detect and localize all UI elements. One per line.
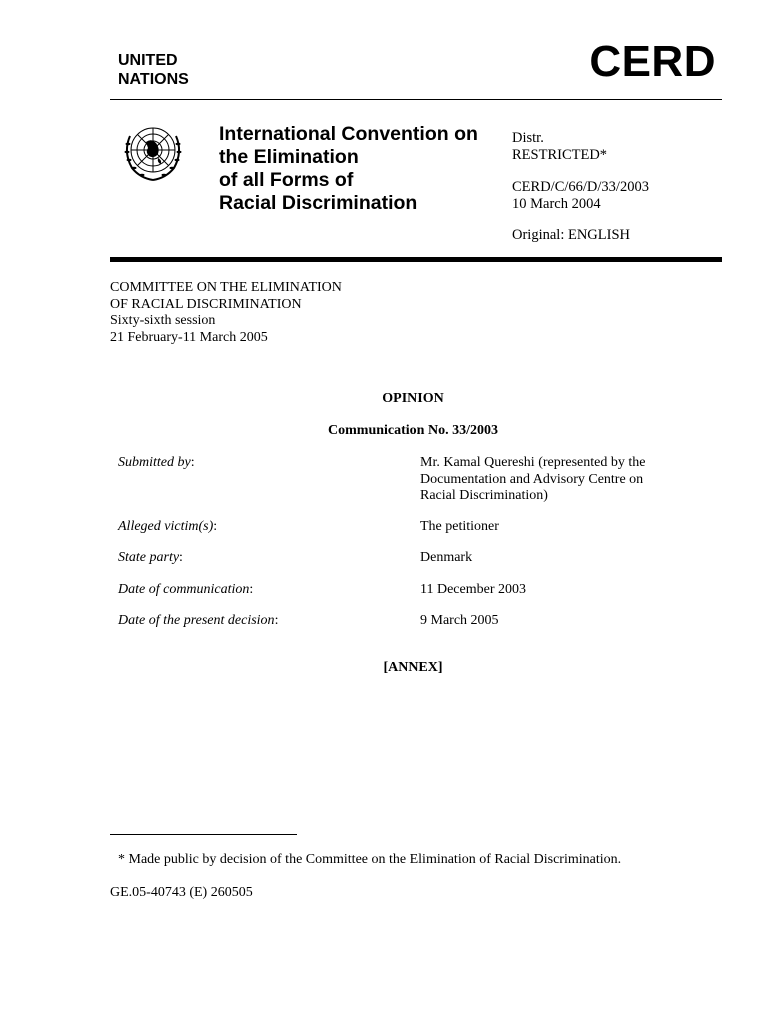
detail-label-text: State party xyxy=(118,550,180,565)
detail-label-text: Alleged victim(s) xyxy=(118,519,214,534)
distribution-restricted: RESTRICTED* xyxy=(512,147,608,163)
detail-label-colon: : xyxy=(190,455,195,470)
detail-value-line: Racial Discrimination) xyxy=(420,488,548,503)
detail-label-date-of-communication xyxy=(118,582,253,599)
org-name-line2: NATIONS xyxy=(118,71,189,88)
detail-label-state-party xyxy=(118,550,183,567)
detail-label-text: Date of the present decision xyxy=(118,613,275,628)
detail-label-colon: : xyxy=(179,550,183,565)
detail-label-text: Submitted by xyxy=(118,455,191,470)
annex-marker: [ANNEX] xyxy=(383,660,443,675)
communication-number: Communication No. 33/2003 xyxy=(328,423,498,438)
detail-value-state-party: Denmark xyxy=(420,550,473,565)
detail-label-colon: : xyxy=(213,519,218,534)
org-name xyxy=(118,51,189,89)
detail-label-text: Date of communication xyxy=(118,582,250,597)
distribution-label: Distr. xyxy=(512,130,544,146)
committee-session: Sixty-sixth session xyxy=(110,313,216,328)
footnote: * Made public by decision of the Committee on the Elimination of Racial Discrimination. xyxy=(118,852,622,867)
detail-label-alleged-victims xyxy=(118,519,217,536)
committee-name-line2: OF RACIAL DISCRIMINATION xyxy=(110,296,302,312)
detail-label-date-of-decision xyxy=(118,613,278,630)
header-divider xyxy=(110,99,722,100)
committee-block xyxy=(110,280,342,346)
org-name-line1: UNITED xyxy=(118,52,178,69)
opinion-heading: OPINION xyxy=(382,391,444,406)
detail-label-colon: : xyxy=(249,582,254,597)
document-symbol-header: CERD xyxy=(589,37,716,86)
convention-title-line1: International Convention on xyxy=(219,123,478,145)
committee-dates: 21 February-11 March 2005 xyxy=(110,329,268,345)
convention-title-line4: Racial Discrimination xyxy=(219,192,418,214)
detail-label-colon: : xyxy=(274,613,279,628)
convention-title xyxy=(219,123,478,215)
convention-title-line2: the Elimination xyxy=(219,146,359,168)
detail-value-submitted-by xyxy=(420,455,645,505)
detail-value-line: Mr. Kamal Quereshi (represented by the xyxy=(420,455,646,470)
detail-value-alleged-victims: The petitioner xyxy=(420,519,499,534)
committee-name-line1: COMMITTEE ON THE ELIMINATION xyxy=(110,280,342,295)
detail-value-date-of-decision: 9 March 2005 xyxy=(420,613,499,628)
detail-value-line: Documentation and Advisory Centre on xyxy=(420,471,644,487)
detail-label-submitted-by xyxy=(118,455,195,472)
title-divider xyxy=(110,257,722,262)
convention-title-line3: of all Forms of xyxy=(219,169,354,191)
document-date: 10 March 2004 xyxy=(512,196,601,212)
job-number: GE.05-40743 (E) 260505 xyxy=(110,885,253,900)
footnote-divider xyxy=(110,834,297,835)
document-symbol: CERD/C/66/D/33/2003 xyxy=(512,179,649,195)
detail-value-date-of-communication: 11 December 2003 xyxy=(420,582,526,597)
original-language: Original: ENGLISH xyxy=(512,227,630,243)
un-emblem-icon xyxy=(118,122,188,184)
